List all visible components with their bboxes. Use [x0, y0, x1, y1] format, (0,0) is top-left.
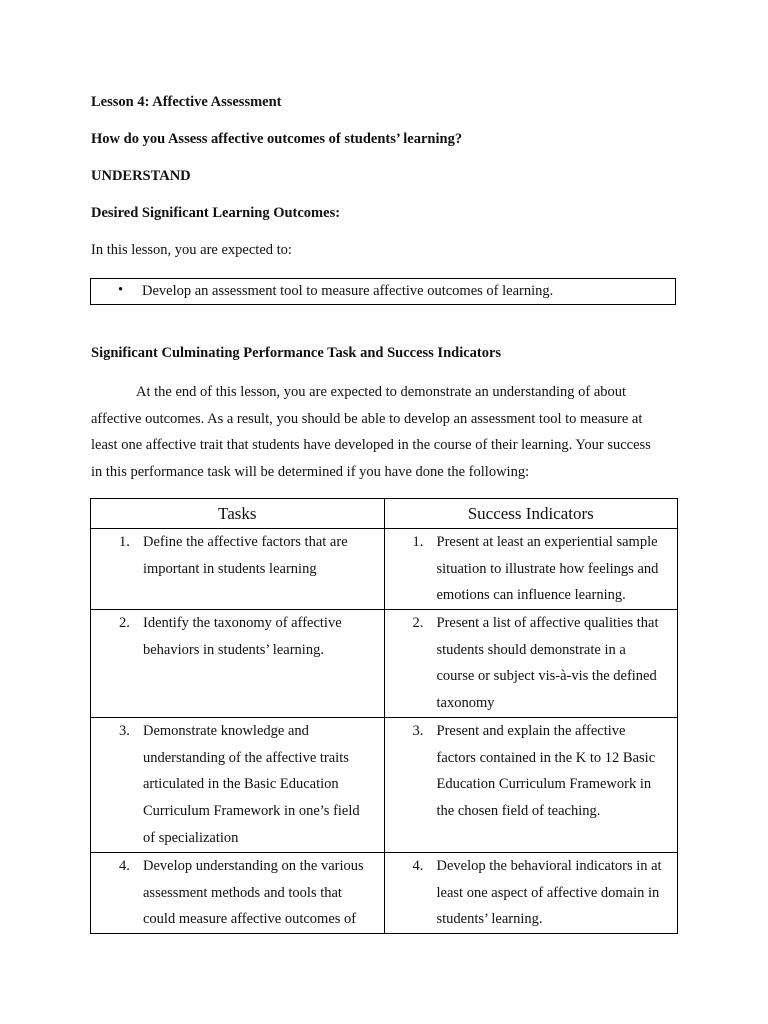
indicator-line: least one aspect of affective domain in	[436, 884, 660, 901]
indicator-line: situation to illustrate how feelings and	[436, 560, 659, 577]
indicator-cell	[384, 529, 678, 610]
objectives-box	[90, 278, 676, 305]
indicator-cell	[384, 718, 678, 853]
indicator-line: Develop the behavioral indicators in at	[436, 858, 662, 874]
header-success-indicators: Success Indicators	[384, 499, 678, 529]
item-number: 3.	[412, 723, 424, 739]
indicator-line: students’ learning.	[436, 911, 543, 928]
indicator-line: Present and explain the affective	[436, 723, 626, 739]
table-row	[91, 529, 678, 610]
item-number: 2.	[412, 615, 424, 631]
objective-item: Develop an assessment tool to measure affective outcomes of learning.	[142, 283, 554, 299]
paragraph-line: At the end of this lesson, you are expected to demonstrate an understanding of about	[136, 384, 627, 400]
indicator-line: students should demonstrate in a	[436, 641, 626, 658]
item-number: 4.	[412, 858, 424, 874]
table-row	[91, 610, 678, 718]
intro-text: In this lesson, you are expected to:	[91, 242, 292, 258]
indicator-cell	[384, 853, 678, 934]
indicator-line: the chosen field of teaching.	[436, 803, 601, 820]
indicator-line: factors contained in the K to 12 Basic	[436, 749, 656, 766]
table-row	[91, 718, 678, 853]
item-number: 1.	[412, 534, 424, 550]
lesson-title: Lesson 4: Affective Assessment	[91, 94, 282, 110]
table-row	[91, 853, 678, 934]
item-number: 3.	[119, 723, 130, 739]
task-line: behaviors in students’ learning.	[143, 641, 324, 658]
paragraph-line: affective outcomes. As a result, you should be able to develop an assessment tool to measure at	[91, 410, 643, 427]
header-tasks: Tasks	[91, 499, 385, 529]
section-heading: UNDERSTAND	[91, 168, 191, 184]
table-header-row	[91, 499, 678, 529]
task-line: could measure affective outcomes of	[143, 911, 357, 928]
task-line: understanding of the affective traits	[143, 749, 349, 766]
task-line: Develop understanding on the various	[143, 858, 364, 874]
indicator-cell	[384, 610, 678, 718]
task-line: of specialization	[143, 829, 239, 846]
task-line: Identify the taxonomy of affective	[143, 615, 342, 631]
paragraph-line: in this performance task will be determined if you have done the following:	[91, 463, 530, 480]
task-cell	[91, 610, 385, 718]
indicator-line: Education Curriculum Framework in	[436, 776, 652, 793]
indicator-line: Present a list of affective qualities that	[436, 615, 659, 631]
indicator-line: course or subject vis-à-vis the defined	[436, 668, 657, 685]
task-line: articulated in the Basic Education	[143, 776, 339, 793]
indicator-line: emotions can influence learning.	[436, 587, 626, 604]
outcomes-heading: Desired Significant Learning Outcomes:	[91, 205, 341, 221]
paragraph-line: least one affective trait that students have developed in the course of their learning. Your success	[91, 437, 651, 453]
task-paragraph	[91, 379, 681, 485]
item-number: 2.	[119, 615, 130, 631]
guiding-question: How do you Assess affective outcomes of students’ learning?	[91, 131, 463, 147]
task-cell	[91, 853, 385, 934]
task-line: Define the affective factors that are	[143, 534, 348, 550]
task-cell	[91, 529, 385, 610]
task-line: important in students learning	[143, 560, 317, 577]
task-line: Curriculum Framework in one’s field	[143, 803, 360, 820]
item-number: 4.	[119, 858, 130, 874]
bullet-icon: •	[118, 282, 124, 298]
task-cell	[91, 718, 385, 853]
item-number: 1.	[119, 534, 130, 550]
task-line: assessment methods and tools that	[143, 884, 342, 901]
indicator-line: taxonomy	[436, 695, 495, 712]
task-line: Demonstrate knowledge and	[143, 723, 309, 739]
indicator-line: Present at least an experiential sample	[436, 534, 658, 550]
task-heading: Significant Culminating Performance Task and Success Indicators	[91, 345, 502, 361]
tasks-table	[90, 498, 678, 934]
